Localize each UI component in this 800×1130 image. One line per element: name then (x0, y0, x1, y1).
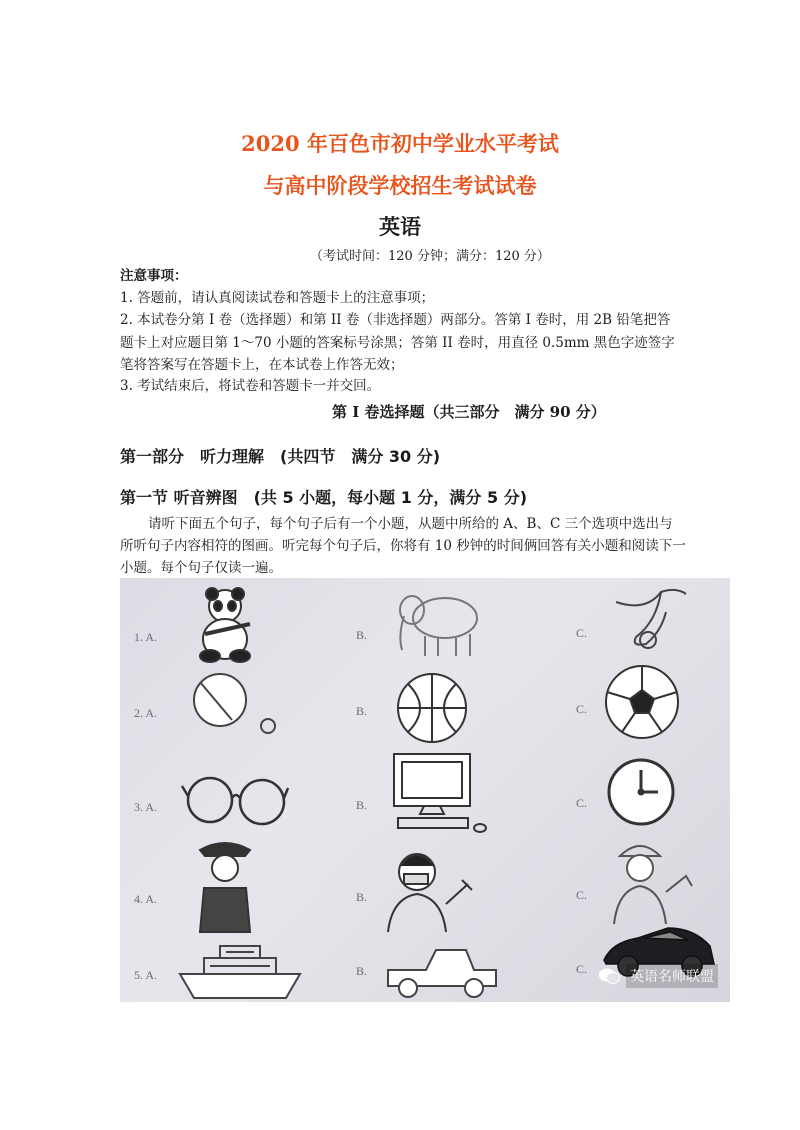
bird-icon (606, 582, 696, 662)
note-item: 2. 本试卷分第 I 卷（选择题）和第 II 卷（非选择题）两部分。答第 I 卷时，用 2B 铅笔把答题卡上对应题目第 1～70 小题的答案标号涂黑；答第 II 卷时，用直径 0.5mm 黑色字迹签字笔将答案写在答题卡上，在本试卷上作答无效； (120, 312, 675, 373)
option-label: C. (576, 888, 588, 902)
section1-heading: 第一节 听音辨图 (共 5 小题，每小题 1 分，满分 5 分) (120, 488, 528, 507)
volume1-heading: 第 I 卷选择题（共三部分 满分 90 分） (332, 403, 606, 421)
note-item: 3. 考试结束后，将试卷和答题卡一并交回。 (120, 378, 381, 394)
worker-icon (600, 832, 700, 932)
option-label: B. (356, 704, 368, 718)
glasses-icon (180, 768, 290, 828)
ship-icon (176, 940, 306, 1002)
exam-info: （考试时间：120 分钟；满分：120 分） (310, 249, 550, 264)
option-label: 5. A. (134, 968, 158, 982)
option-label: C. (576, 626, 588, 640)
note-item: 1. 答题前，请认真阅读试卷和答题卡上的注意事项； (120, 290, 435, 306)
computer-icon (382, 750, 492, 840)
basketball-icon (394, 670, 474, 746)
option-label: 2. A. (134, 706, 158, 720)
option-label: B. (356, 890, 368, 904)
wechat-watermark (598, 964, 718, 988)
option-label: 1. A. (134, 630, 158, 644)
option-label: 4. A. (134, 892, 158, 906)
option-label: B. (356, 798, 368, 812)
part1-heading: 第一部分 听力理解 (共四节 满分 30 分) (120, 447, 441, 466)
police-officer-icon (190, 836, 260, 936)
exam-title-line1: 2020 年百色市初中学业水平考试 (241, 131, 559, 156)
subject-heading: 英语 (379, 214, 421, 239)
pickup-truck-icon (382, 940, 502, 1000)
option-label: C. (576, 962, 588, 976)
option-label: C. (576, 702, 588, 716)
option-label: B. (356, 628, 368, 642)
clock-icon (604, 748, 678, 832)
table-tennis-icon (180, 670, 280, 740)
notes-heading: 注意事项： (120, 268, 188, 284)
wechat-icon (598, 967, 620, 985)
watermark-text: 英语名师联盟 (626, 964, 718, 988)
section1-instructions: 请听下面五个句子，每个句子后有一个小题，从题中所给的 A、B、C 三个选项中选出与所听句子内容相符的图画。听完每个句子后，你将有 10 秒钟的时间俩回答有关小题和阅读下一小题。每个句子仅读一遍。 (120, 516, 686, 576)
option-label: B. (356, 964, 368, 978)
panda-icon (180, 584, 270, 664)
option-label: 3. A. (134, 800, 158, 814)
listening-pictures-photo (120, 578, 730, 1002)
elephant-icon (390, 586, 490, 661)
option-label: C. (576, 796, 588, 810)
soccer-ball-icon (602, 662, 682, 742)
doctor-icon (382, 844, 492, 934)
exam-title-line2: 与高中阶段学校招生考试试卷 (263, 173, 537, 198)
